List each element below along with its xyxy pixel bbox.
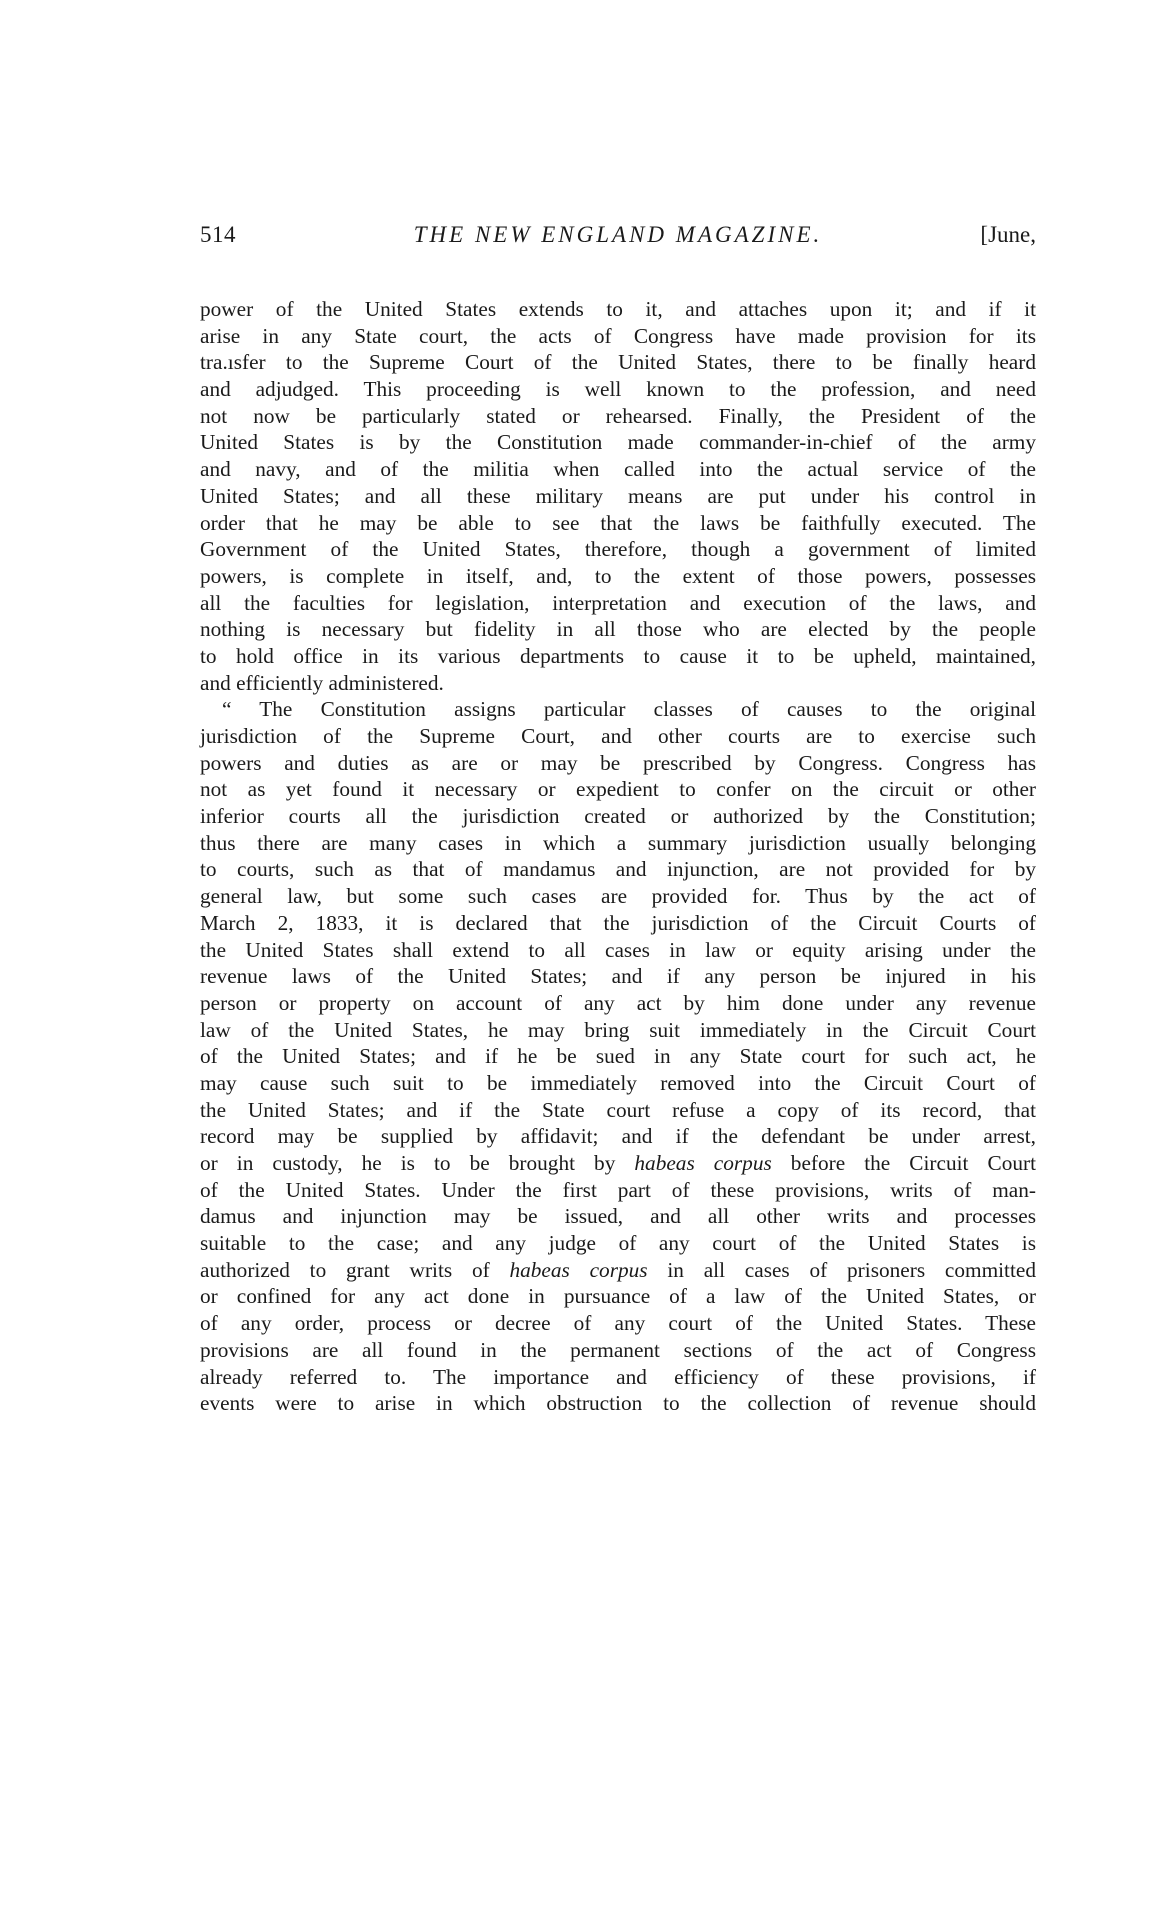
text-line — [200, 990, 1036, 1017]
text-line-content: arise in any State court, the acts of Congress have made provision for its — [200, 323, 1036, 348]
text-line-content: record may be supplied by affidavit; and if the defendant be under arrest, — [200, 1124, 1036, 1149]
text-line-content: powers, is complete in itself, and, to the extent of those powers, possesses — [200, 563, 1036, 588]
text-line-content: of the United States; and if he be sued in any State court for such act, he — [200, 1044, 1036, 1069]
text-line — [200, 510, 1036, 537]
text-line-content: to courts, such as that of mandamus and injunction, are not provided for by — [200, 857, 1036, 882]
italic-term: habeas corpus — [509, 1257, 648, 1282]
text-line — [200, 616, 1036, 643]
text-line — [200, 483, 1036, 510]
text-line-content: all the faculties for legislation, interpretation and execution of the laws, and — [200, 590, 1036, 615]
text-line — [200, 296, 1036, 323]
paragraph — [200, 696, 1036, 1417]
text-line-content: events were to arise in which obstruction to the collection of revenue should — [200, 1391, 1036, 1416]
text-line — [200, 1070, 1036, 1097]
text-line-content: or confined for any act done in pursuance of a law of the United States, or — [200, 1284, 1036, 1309]
text-line — [200, 403, 1036, 430]
text-run: authorized to grant writs of — [200, 1257, 510, 1282]
text-line — [200, 1390, 1036, 1417]
text-line-content: revenue laws of the United States; and if any person be injured in his — [200, 964, 1036, 989]
text-line-content — [200, 1150, 1036, 1177]
text-line — [200, 1230, 1036, 1257]
text-line — [200, 1337, 1036, 1364]
text-run: or in custody, he is to be brought by — [200, 1151, 635, 1175]
text-line — [200, 1177, 1036, 1204]
text-line-content: and efficiently administered. — [200, 670, 444, 695]
running-head — [200, 220, 1036, 250]
text-line-content: damus and injunction may be issued, and all other writs and processes — [200, 1204, 1036, 1229]
text-line — [200, 750, 1036, 777]
text-line — [200, 696, 1036, 723]
text-line — [200, 1150, 1036, 1177]
text-line-content: the United States shall extend to all cases in law or equity arising under the — [200, 937, 1036, 962]
text-line-content: provisions are all found in the permanent sections of the act of Congress — [200, 1337, 1036, 1362]
text-line — [200, 776, 1036, 803]
text-line — [200, 1017, 1036, 1044]
text-line — [200, 1283, 1036, 1310]
text-line-content: United States; and all these military means are put under his control in — [200, 483, 1036, 508]
text-line-content: of the United States. Under the first part of these provisions, writs of man- — [200, 1177, 1036, 1202]
text-line — [200, 1097, 1036, 1124]
text-line — [200, 1123, 1036, 1150]
text-line-content: thus there are many cases in which a summary jurisdiction usually belonging — [200, 830, 1036, 855]
text-line — [200, 856, 1036, 883]
text-line-content: order that he may be able to see that the laws be faithfully executed. The — [200, 510, 1036, 535]
text-line — [200, 963, 1036, 990]
text-line — [200, 937, 1036, 964]
text-line-content: person or property on account of any act by him done under any revenue — [200, 990, 1036, 1015]
text-line-content: nothing is necessary but fidelity in all those who are elected by the people — [200, 617, 1036, 642]
text-line — [200, 1257, 1036, 1284]
text-line-content — [200, 1257, 1036, 1284]
text-line-content: power of the United States extends to it, and attaches upon it; and if it — [200, 297, 1036, 321]
text-line-content: law of the United States, he may bring suit immediately in the Circuit Court — [200, 1017, 1036, 1042]
text-line — [200, 670, 1036, 697]
text-line-content: and navy, and of the militia when called into the actual service of the — [200, 457, 1036, 482]
text-line — [200, 723, 1036, 750]
text-line — [200, 376, 1036, 403]
text-line — [200, 1043, 1036, 1070]
text-line — [200, 563, 1036, 590]
text-line-content: inferior courts all the jurisdiction created or authorized by the Constitution; — [200, 804, 1036, 829]
text-line — [200, 456, 1036, 483]
text-line-content: already referred to. The importance and efficiency of these provisions, if — [200, 1364, 1036, 1389]
text-line — [200, 323, 1036, 350]
journal-title: THE NEW ENGLAND MAGAZINE. — [413, 222, 823, 247]
text-line-content: suitable to the case; and any judge of any court of the United States is — [200, 1231, 1036, 1256]
text-line-content: not now be particularly stated or rehearsed. Finally, the President of the — [200, 403, 1036, 428]
text-line — [200, 1310, 1036, 1337]
text-line-content: jurisdiction of the Supreme Court, and other courts are to exercise such — [200, 724, 1036, 748]
paragraph — [200, 296, 1036, 696]
page-number: 514 — [200, 222, 236, 247]
text-line — [200, 883, 1036, 910]
text-line — [200, 803, 1036, 830]
text-line-content: the United States; and if the State court refuse a copy of its record, that — [200, 1097, 1036, 1122]
text-line-content: to hold office in its various departments to cause it to be upheld, maintained, — [200, 643, 1036, 668]
text-line-content: not as yet found it necessary or expedient to confer on the circuit or other — [200, 777, 1036, 802]
text-line — [200, 830, 1036, 857]
text-line — [200, 910, 1036, 937]
text-line-content: of any order, process or decree of any court of the United States. These — [200, 1311, 1036, 1336]
text-line — [200, 590, 1036, 617]
text-line-content: powers and duties as are or may be prescribed by Congress. Congress has — [200, 750, 1036, 775]
text-line — [200, 1364, 1036, 1391]
text-line-content: may cause such suit to be immediately removed into the Circuit Court of — [200, 1070, 1036, 1095]
text-line-content: tra.ısfer to the Supreme Court of the United States, there to be finally heard — [200, 350, 1036, 375]
text-line — [200, 643, 1036, 670]
text-line-content: Government of the United States, therefore, though a government of limited — [200, 537, 1036, 562]
text-line-content: United States is by the Constitution made commander-in-chief of the army — [200, 430, 1036, 455]
text-line-content: “ The Constitution assigns particular classes of causes to the original — [222, 697, 1036, 722]
text-line — [200, 536, 1036, 563]
text-line-content: general law, but some such cases are provided for. Thus by the act of — [200, 884, 1036, 909]
issue-month: [June, — [980, 222, 1036, 247]
text-run: in all cases of prisoners committed — [647, 1257, 1036, 1282]
text-run: before the Circuit Court — [771, 1151, 1036, 1175]
text-line-content: March 2, 1833, it is declared that the jurisdiction of the Circuit Courts of — [200, 910, 1036, 935]
body-text — [200, 296, 1036, 1417]
text-line — [200, 1203, 1036, 1230]
text-line — [200, 429, 1036, 456]
text-line — [200, 349, 1036, 376]
italic-term: habeas corpus — [634, 1151, 772, 1175]
text-line-content: and adjudged. This proceeding is well known to the profession, and need — [200, 377, 1036, 402]
